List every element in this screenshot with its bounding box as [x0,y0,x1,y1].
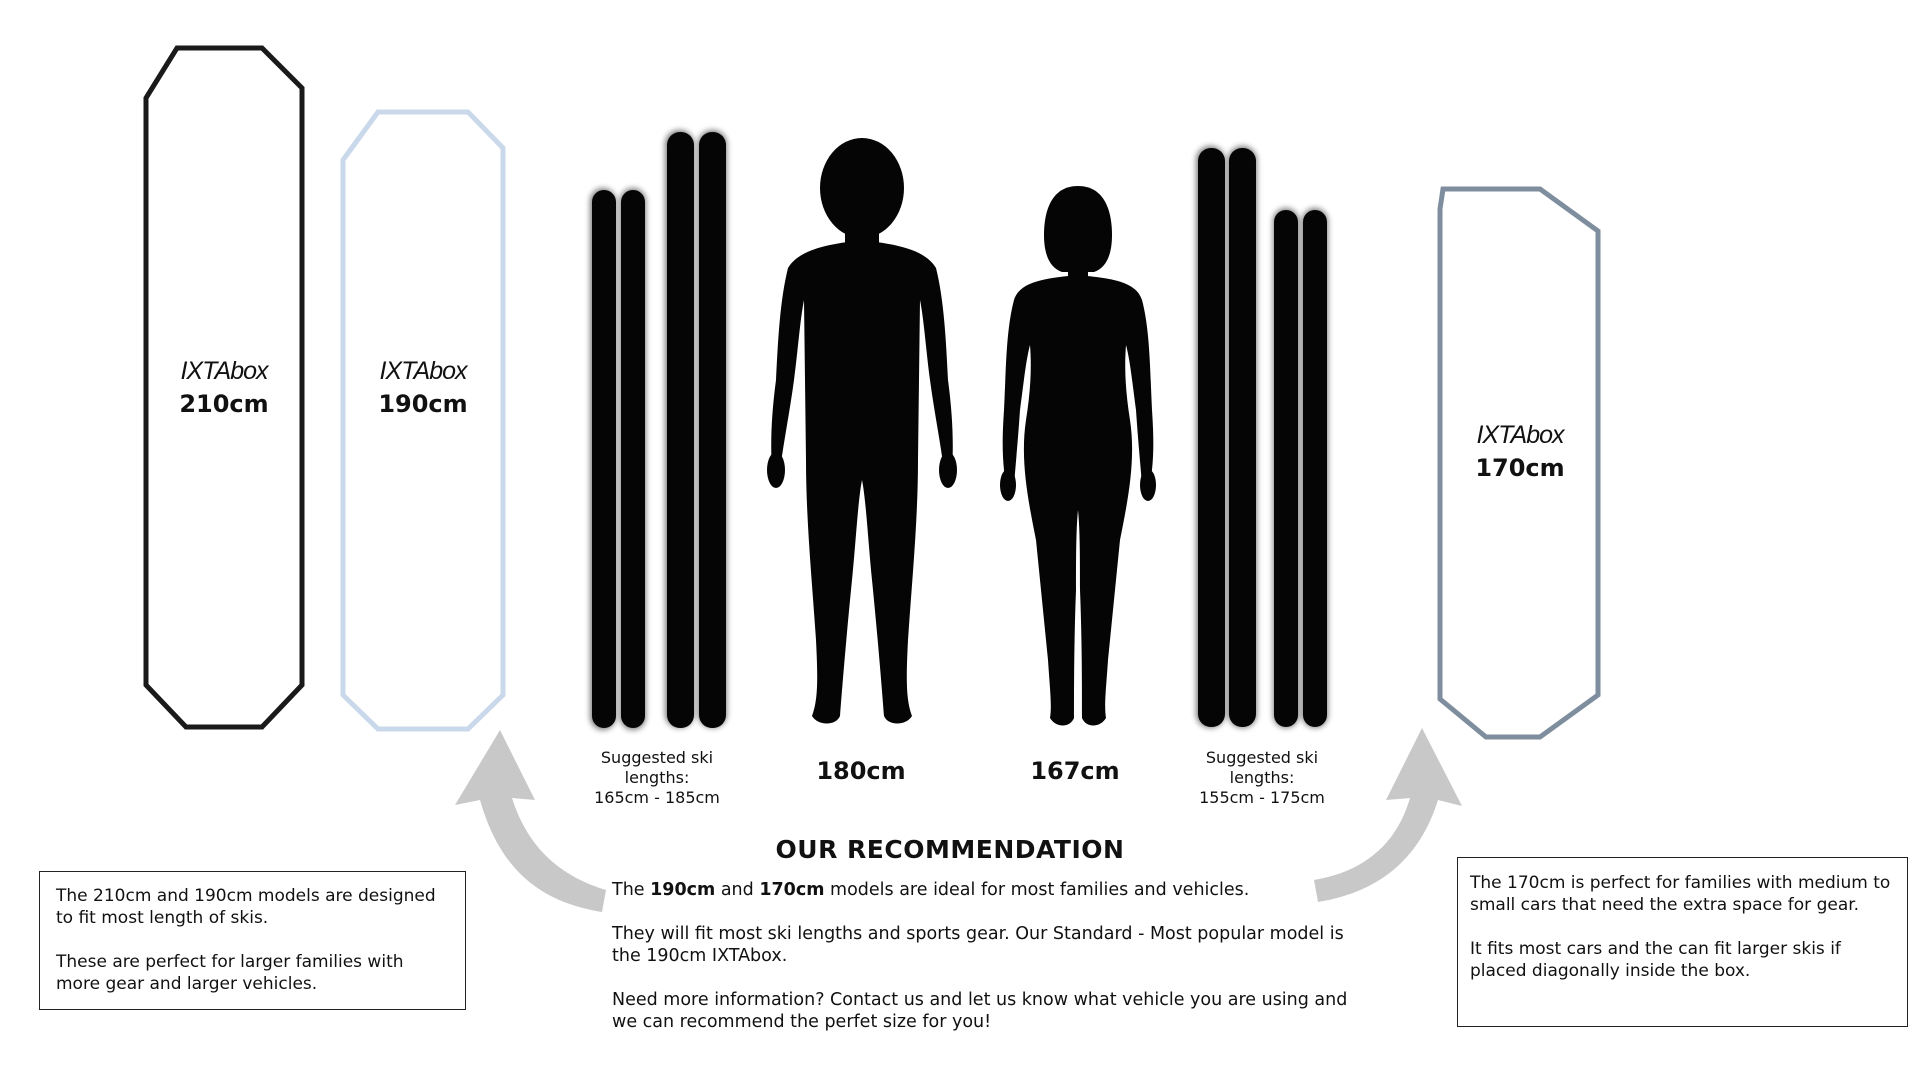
left-note-line-1: The 210cm and 190cm models are designed to fit most length of skis. [56,886,436,928]
woman-height-label: 167cm [1030,757,1120,785]
box-170-logo: IXTAbox [1476,421,1564,449]
box-170-size: 170cm [1475,454,1565,482]
rec-text: models are ideal for most families and vehicles. [824,880,1250,900]
box-210-outline [146,48,302,727]
ski-group-left [590,130,727,730]
ski-caption-line: 165cm - 185cm [594,788,720,807]
recommendation-body [612,879,1352,1055]
right-note-line-2: It fits most cars and the can fit larger skis if placed diagonally inside the box. [1470,939,1841,981]
ski-icon [1274,210,1298,727]
right-note-line-1: The 170cm is perfect for families with medium to small cars that need the extra space for gear. [1470,873,1891,915]
rec-text: The [612,880,651,900]
ski-icon [1229,148,1256,727]
right-note-box [1457,857,1908,1027]
ski-icon [592,190,616,728]
ski-icon [699,132,726,728]
man-silhouette-icon [767,138,957,724]
box-190-outline [343,112,503,729]
rec-bold-190: 190cm [650,880,716,900]
woman-silhouette-icon [1000,186,1156,726]
left-note-line-2: These are perfect for larger families with more gear and larger vehicles. [56,952,404,994]
ski-caption-line: lengths: [624,768,690,787]
recommendation-paragraph-2: They will fit most ski lengths and sports gear. Our Standard - Most popular model is the 190cm IXTAbox. [612,924,1344,966]
ski-icon [667,132,694,728]
box-190-size: 190cm [378,390,468,418]
recommendation-paragraph-1 [612,879,1352,901]
box-210-logo: IXTAbox [180,357,268,385]
man-height-label: 180cm [816,757,906,785]
ski-icon [1303,210,1327,727]
rec-bold-170: 170cm [759,880,825,900]
rec-text: and [715,880,760,900]
ski-caption-line: Suggested ski [600,748,714,767]
ski-group-right [1196,146,1328,728]
recommendation-title: OUR RECOMMENDATION [775,835,1125,864]
ski-icon [1198,148,1225,727]
ski-icon [621,190,645,728]
ski-caption-line: Suggested ski [1205,748,1319,767]
ski-caption-line: lengths: [1229,768,1295,787]
recommendation-paragraph-3: Need more information? Contact us and let us know what vehicle you are using and we can recommend the perfet size for you! [612,990,1348,1032]
ski-caption-right [1162,748,1362,808]
box-210-size: 210cm [179,390,269,418]
ski-caption-left [557,748,757,808]
left-note-box [39,871,466,1010]
ski-caption-line: 155cm - 175cm [1199,788,1325,807]
box-190-logo: IXTAbox [379,357,467,385]
